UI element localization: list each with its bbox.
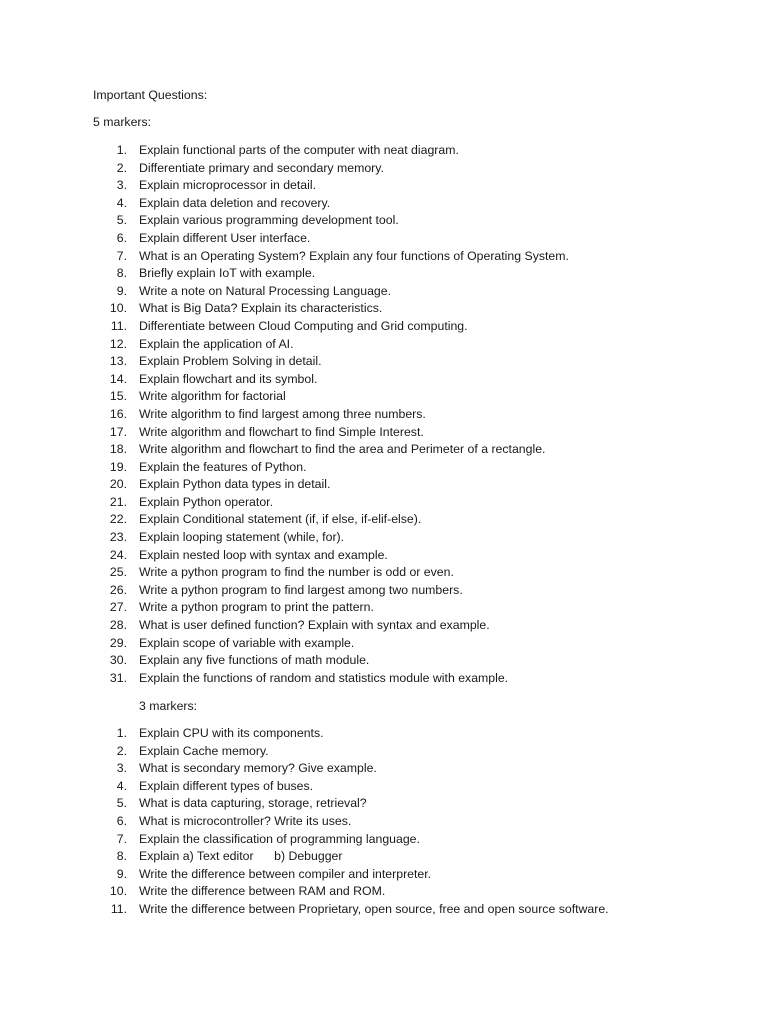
item-number: 10. <box>109 301 127 316</box>
item-text: Differentiate primary and secondary memory. <box>139 160 384 175</box>
item-number: 27. <box>109 600 127 615</box>
item-number: 4. <box>116 778 127 793</box>
item-number: 26. <box>109 582 127 597</box>
item-number: 20. <box>109 477 127 492</box>
item-number: 3. <box>116 178 127 193</box>
item-number: 30. <box>109 653 127 668</box>
item-number: 2. <box>116 743 127 758</box>
item-text: Write the difference between compiler and interpreter. <box>139 866 432 881</box>
item-number: 13. <box>109 354 127 369</box>
item-text: Explain Cache memory. <box>139 743 269 758</box>
five-markers-heading: 5 markers: <box>93 115 152 129</box>
item-text: Explain a) Text editor b) Debugger <box>139 849 343 864</box>
item-text: Write algorithm and flowchart to find the area and Perimeter of a rectangle. <box>139 442 546 457</box>
item-number: 29. <box>109 635 127 650</box>
item-text: Explain different types of buses. <box>139 778 314 793</box>
item-number: 6. <box>116 813 127 828</box>
item-text: Explain Python data types in detail. <box>139 477 331 492</box>
item-text: Write algorithm for factorial <box>139 389 286 404</box>
item-number: 15. <box>109 389 127 404</box>
item-text: Explain microprocessor in detail. <box>139 178 317 193</box>
item-number: 2. <box>116 160 127 175</box>
item-text: Explain any five functions of math module. <box>139 653 370 668</box>
item-number: 25. <box>109 565 127 580</box>
item-text: What is microcontroller? Write its uses. <box>139 813 352 828</box>
item-number: 7. <box>116 831 127 846</box>
item-text: Explain Conditional statement (if, if else, if-elif-else). <box>139 512 422 527</box>
item-text: Explain Problem Solving in detail. <box>139 354 322 369</box>
item-text: Briefly explain IoT with example. <box>139 266 316 281</box>
item-text: Explain scope of variable with example. <box>139 635 355 650</box>
document-title: Important Questions: <box>93 88 208 102</box>
item-number: 10. <box>109 884 127 899</box>
item-number: 28. <box>109 618 127 633</box>
item-number: 23. <box>109 530 127 545</box>
item-number: 14. <box>109 371 127 386</box>
item-number: 6. <box>116 230 127 245</box>
item-number: 19. <box>109 459 127 474</box>
item-text: Explain the features of Python. <box>139 459 307 474</box>
item-text: Write a python program to print the pattern. <box>139 600 374 615</box>
item-number: 31. <box>109 670 127 685</box>
item-number: 21. <box>109 494 127 509</box>
item-number: 18. <box>109 442 127 457</box>
item-text: Write a python program to find largest among two numbers. <box>139 582 463 597</box>
item-text: Explain looping statement (while, for). <box>139 530 345 545</box>
item-text: Explain the classification of programming language. <box>139 831 420 846</box>
item-text: What is secondary memory? Give example. <box>139 761 377 776</box>
item-text: Explain functional parts of the computer with neat diagram. <box>139 143 459 157</box>
item-number: 16. <box>109 406 127 421</box>
item-text: Write the difference between Proprietary, open source, free and open source software. <box>139 901 609 916</box>
item-text: Write a python program to find the number is odd or even. <box>139 565 454 580</box>
three-markers-heading: 3 markers: <box>139 699 198 713</box>
item-text: What is user defined function? Explain with syntax and example. <box>139 618 490 633</box>
item-text: What is data capturing, storage, retrieval? <box>139 796 367 811</box>
item-text: Differentiate between Cloud Computing and Grid computing. <box>139 318 468 333</box>
item-text: Explain CPU with its components. <box>139 726 324 740</box>
item-number: 7. <box>116 248 127 263</box>
item-text: Explain the functions of random and statistics module with example. <box>139 670 509 685</box>
item-number: 9. <box>116 866 127 881</box>
item-text: What is Big Data? Explain its characteristics. <box>139 301 383 316</box>
item-text: Write algorithm to find largest among three numbers. <box>139 406 426 421</box>
item-number: 12. <box>109 336 127 351</box>
item-number: 17. <box>109 424 127 439</box>
item-text: Write a note on Natural Processing Language. <box>139 283 392 298</box>
item-number: 3. <box>116 761 127 776</box>
item-number: 5. <box>116 796 127 811</box>
item-text: What is an Operating System? Explain any four functions of Operating System. <box>139 248 569 263</box>
item-number: 5. <box>116 213 127 228</box>
item-number: 11. <box>110 318 127 333</box>
item-text: Explain data deletion and recovery. <box>139 195 331 210</box>
item-number: 22. <box>109 512 127 527</box>
item-number: 4. <box>116 195 127 210</box>
item-number: 9. <box>116 283 127 298</box>
item-text: Explain flowchart and its symbol. <box>139 371 318 386</box>
item-number: 1. <box>116 726 127 740</box>
item-number: 8. <box>116 849 127 864</box>
item-text: Explain nested loop with syntax and example. <box>139 547 388 562</box>
item-text: Write algorithm and flowchart to find Simple Interest. <box>139 424 424 439</box>
item-number: 1. <box>116 143 127 157</box>
item-text: Explain various programming development tool. <box>139 213 399 228</box>
item-number: 11. <box>110 901 127 916</box>
item-text: Explain the application of AI. <box>139 336 294 351</box>
item-number: 24. <box>109 547 127 562</box>
item-number: 8. <box>116 266 127 281</box>
item-text: Write the difference between RAM and ROM. <box>139 884 386 899</box>
item-text: Explain Python operator. <box>139 494 273 509</box>
item-text: Explain different User interface. <box>139 230 311 245</box>
